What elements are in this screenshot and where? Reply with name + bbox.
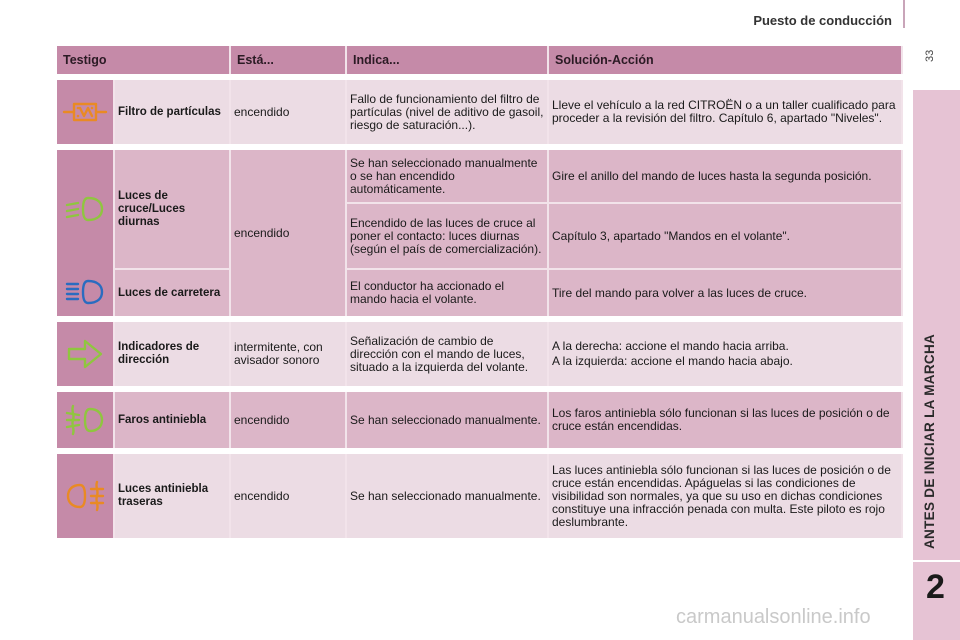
rear-fog-icon [60, 480, 110, 512]
table-header-row [57, 46, 903, 74]
table-row [57, 322, 903, 386]
indicator-name: Luces de carretera [115, 268, 231, 316]
indicator-solution: Los faros antiniebla sólo funcionan si las luces de posición o de cruce están encendidas. [549, 392, 903, 448]
indicator-meaning: El conductor ha accionado el mando hacia el volante. [347, 268, 549, 316]
indicator-solution: Capítulo 3, apartado "Mandos en el volante". [549, 202, 903, 268]
col-header-solucion: Solución-Acción [549, 46, 903, 74]
table-row [57, 150, 903, 202]
col-header-testigo: Testigo [57, 46, 231, 74]
indicator-name: Luces antiniebla traseras [115, 454, 231, 538]
icon-cell [57, 322, 115, 386]
solution-line: A la izquierda: accione el mando hacia abajo. [552, 354, 793, 368]
page-number: 33 [924, 49, 936, 62]
low-beam-icon [60, 195, 110, 223]
chapter-number: 2 [926, 568, 945, 606]
front-fog-icon [60, 404, 110, 436]
indicator-state: encendido [231, 454, 347, 538]
icon-cell [57, 80, 115, 144]
indicator-name: Faros antiniebla [115, 392, 231, 448]
turn-signal-icon [60, 337, 110, 371]
high-beam-icon [60, 278, 110, 306]
icon-cell [57, 150, 115, 268]
icon-cell [57, 454, 115, 538]
section-title: Puesto de conducción [753, 13, 892, 28]
col-header-indica: Indica... [347, 46, 549, 74]
table-row [57, 454, 903, 538]
watermark: carmanualsonline.info [676, 606, 871, 628]
indicator-solution: Tire del mando para volver a las luces de cruce. [549, 268, 903, 316]
warning-lights-table [57, 46, 903, 538]
indicator-solution [549, 322, 903, 386]
table-row [57, 392, 903, 448]
indicator-solution: Gire el anillo del mando de luces hasta la segunda posición. [549, 150, 903, 202]
indicator-meaning: Fallo de funcionamiento del filtro de partículas (nivel de aditivo de gasoil, riesgo de saturación...). [347, 80, 549, 144]
solution-line: A la derecha: accione el mando hacia arriba. [552, 339, 789, 353]
indicator-meaning: Se han seleccionado manualmente o se han encendido automáticamente. [347, 150, 549, 202]
table-row [57, 80, 903, 144]
indicator-state: intermitente, con avisador sonoro [231, 322, 347, 386]
particle-filter-icon [60, 98, 110, 126]
indicator-name: Indicadores de dirección [115, 322, 231, 386]
icon-cell [57, 268, 115, 316]
indicator-meaning: Señalización de cambio de dirección con el mando de luces, situado a la izquierda del volante. [347, 322, 549, 386]
col-header-esta: Está... [231, 46, 347, 74]
icon-cell [57, 392, 115, 448]
indicator-name: Luces de cruce/Luces diurnas [115, 150, 231, 268]
indicator-solution: Las luces antiniebla sólo funcionan si las luces de posición o de cruce están encendidas. Apáguelas si las condiciones de visibilidad son normales, ya que su uso en dichas condiciones constituye una infracción penada con multa. Este piloto es rojo deslumbrante. [549, 454, 903, 538]
chapter-title: ANTES DE INICIAR LA MARCHA [922, 333, 937, 549]
indicator-meaning: Se han seleccionado manualmente. [347, 392, 549, 448]
indicator-name: Filtro de partículas [115, 80, 231, 144]
table-row [57, 268, 903, 316]
indicator-state: encendido [231, 80, 347, 144]
header-divider [903, 0, 905, 28]
indicator-solution: Lleve el vehículo a la red CITROËN o a un taller cualificado para proceder a la revisión del filtro. Capítulo 6, apartado "Niveles". [549, 80, 903, 144]
indicator-state: encendido [231, 392, 347, 448]
indicator-state: encendido [231, 150, 347, 316]
indicator-meaning: Se han seleccionado manualmente. [347, 454, 549, 538]
indicator-meaning: Encendido de las luces de cruce al poner el contacto: luces diurnas (según el país de comercialización). [347, 202, 549, 268]
